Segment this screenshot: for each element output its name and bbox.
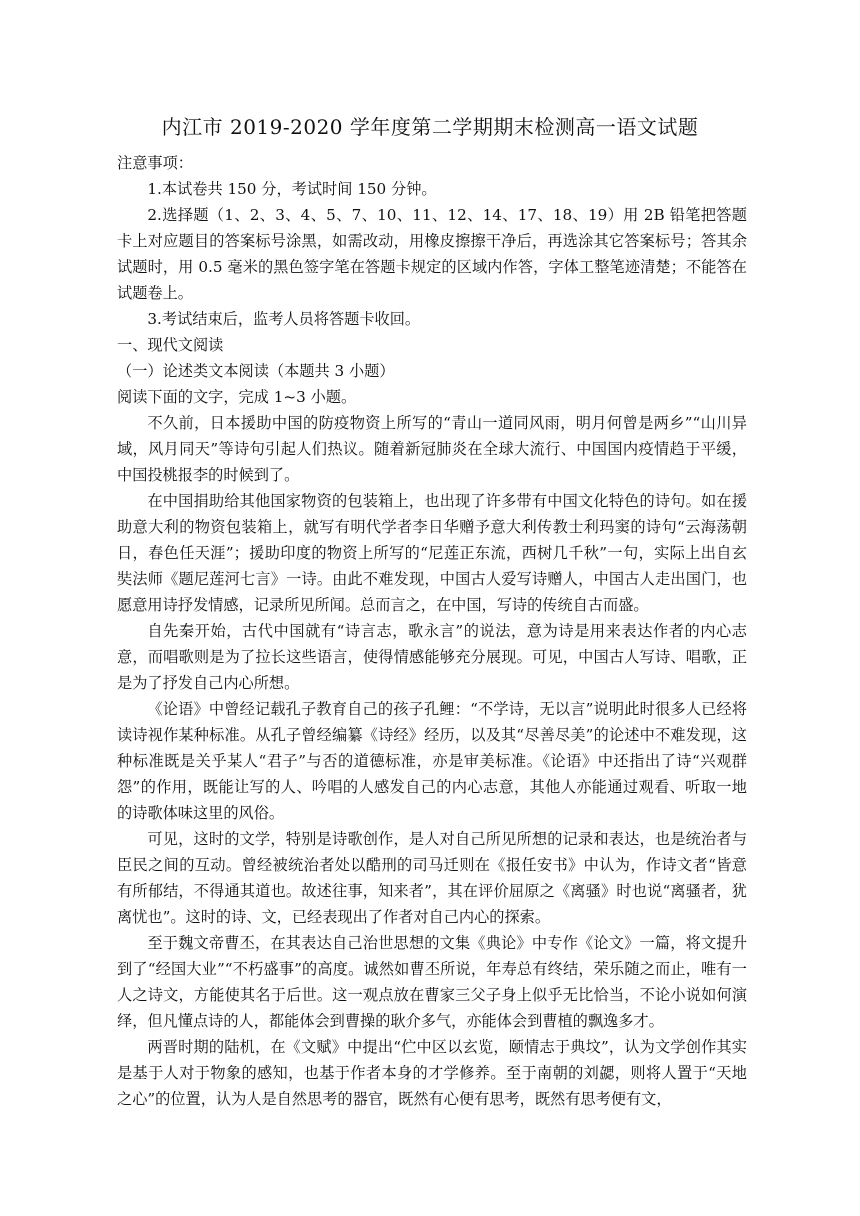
passage-paragraph-2: 在中国捐助给其他国家物资的包装箱上，也出现了许多带有中国文化特色的诗句。如在援助意大利的物资包装箱上，就写有明代学者李日华赠予意大利传教士利玛窦的诗句“云海荡朝日，春色任天涯”；援助印度的物资上所写的“尼莲正东流，西树几千秋”一句，实际上出自玄奘法师《题尼莲河七言》一诗。由此不难发现，中国古人爱写诗赠人，中国古人走出国门，也愿意用诗抒发情感，记录所见所闻。总而言之，在中国，写诗的传统自古而盛。 (117, 492, 747, 614)
notice-item-3: 3.考试结束后，监考人员将答题卡收回。 (147, 310, 421, 328)
reading-instruction: 阅读下面的文字，完成 1~3 小题。 (117, 388, 357, 406)
passage-paragraph-7: 两晋时期的陆机，在《文赋》中提出“伫中区以玄览，颐情志于典坟”，认为文学创作其实是基于人对于物象的感知，也基于作者本身的才学修养。至于南朝的刘勰，则将人置于“天地之心”的位置，认为人是自然思考的器官，既然有心便有思考，既然有思考便有文， (117, 1038, 747, 1108)
notice-heading: 注意事项： (117, 154, 193, 172)
passage-paragraph-5: 可见，这时的文学，特别是诗歌创作，是人对自己所见所想的记录和表达，也是统治者与臣民之间的互动。曾经被统治者处以酷刑的司马迁则在《报任安书》中认为，作诗文者“皆意有所郁结，不得通其道也。故述往事，知来者”，其在评价屈原之《离骚》时也说“离骚者，犹离忧也”。这时的诗、文，已经表现出了作者对自己内心的探索。 (117, 830, 747, 926)
passage-paragraph-4: 《论语》中曾经记载孔子教育自己的孩子孔鲤：“不学诗，无以言”说明此时很多人已经将读诗视作某种标准。从孔子曾经编纂《诗经》经历，以及其“尽善尽美”的论述中不难发现，这种标准既是关乎某人“君子”与否的道德标准，亦是审美标准。《论语》中还指出了诗“兴观群怨”的作用，既能让写的人、吟唱的人感发自己的内心志意，其他人亦能通过观看、听取一地的诗歌体味这里的风俗。 (117, 700, 747, 822)
passage-paragraph-6: 至于魏文帝曹丕，在其表达自己治世思想的文集《典论》中专作《论文》一篇，将文提升到了“经国大业”“不朽盛事”的高度。诚然如曹丕所说，年寿总有终结，荣乐随之而止，唯有一人之诗文，方能使其名于后世。这一观点放在曹家三父子身上似乎无比恰当，不论小说如何演绎，但凡懂点诗的人，都能体会到曹操的耿介多气，亦能体会到曹植的飘逸多才。 (117, 934, 747, 1030)
section-heading: 一、现代文阅读 (117, 336, 224, 354)
notice-item-2: 2.选择题（1、2、3、4、5、7、10、11、12、14、17、18、19）用 2B 铅笔把答题卡上对应题目的答案标号涂黑，如需改动，用橡皮擦擦干净后，再选涂其它答案标号；答其余试题时，用 0.5 毫米的黑色签字笔在答题卡规定的区域内作答，字体工整笔迹清楚；不能答在试题卷上。 (117, 206, 747, 302)
exam-content (117, 150, 747, 1112)
section-subheading: （一）论述类文本阅读（本题共 3 小题） (117, 362, 395, 380)
passage-paragraph-3: 自先秦开始，古代中国就有“诗言志，歌永言”的说法，意为诗是用来表达作者的内心志意，而唱歌则是为了拉长这些语言，使得情感能够充分展现。可见，中国古人写诗、唱歌，正是为了抒发自己内心所想。 (117, 622, 747, 692)
exam-title: 内江市 2019-2020 学年度第二学期期末检测高一语文试题 (161, 115, 699, 139)
notice-item-1: 1.本试卷共 150 分，考试时间 150 分钟。 (147, 180, 437, 198)
passage-paragraph-1: 不久前，日本援助中国的防疫物资上所写的“青山一道同风雨，明月何曾是两乡”“山川异域，风月同天”等诗句引起人们热议。随着新冠肺炎在全球大流行、中国国内疫情趋于平缓，中国投桃报李的时候到了。 (117, 414, 747, 484)
